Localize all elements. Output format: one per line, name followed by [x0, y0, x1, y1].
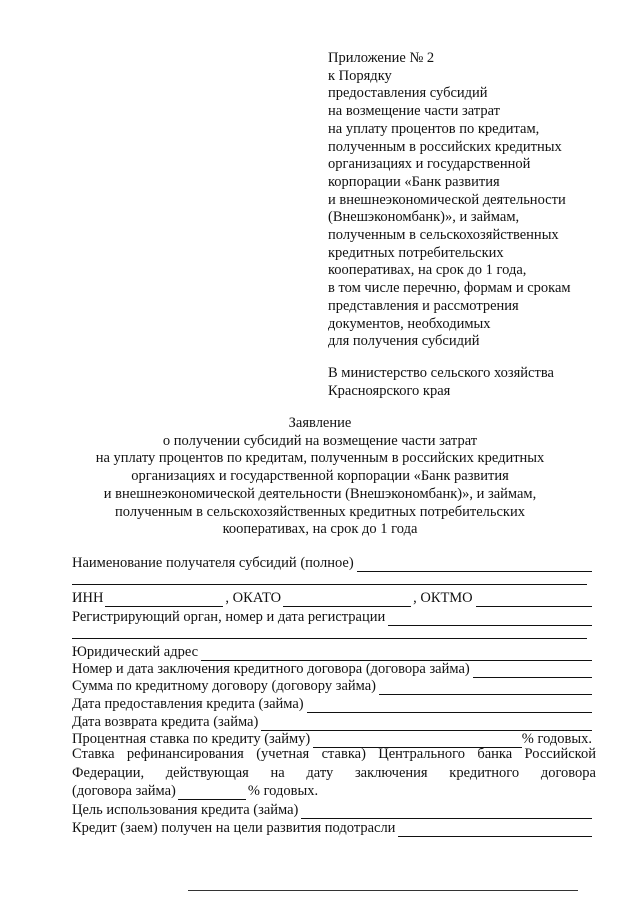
contract-number-date-row — [72, 660, 592, 678]
title-line: Заявление — [288, 415, 352, 431]
appendix-line: документов, необходимых — [328, 315, 491, 332]
title-line: на уплату процентов по кредитам, полученным в российских кредитных — [95, 450, 545, 467]
contract-sum-field[interactable] — [379, 680, 592, 695]
appendix-line: кооперативах, на срок до 1 года, — [328, 262, 527, 279]
legal-address-row — [72, 643, 592, 661]
appendix-line: для получения субсидий — [328, 333, 480, 350]
contract-sum-row — [72, 677, 592, 695]
appendix-line: кредитных потребительских — [328, 244, 504, 261]
inn-field[interactable] — [105, 592, 223, 607]
appendix-line: на возмещение части затрат — [328, 103, 500, 120]
subsector-field[interactable] — [398, 822, 592, 837]
purpose-label: Цель использования кредита (займа) — [72, 802, 299, 818]
recipient-name-row — [72, 554, 592, 572]
addressee-block — [328, 365, 628, 400]
addressee-line: В министерство сельского хозяйства — [328, 365, 554, 381]
interest-rate-label: Процентная ставка по кредиту (займу) — [72, 731, 311, 747]
registering-body-label: Регистрирующий орган, номер и дата регистрации — [72, 609, 386, 625]
oktmo-field[interactable] — [476, 592, 592, 607]
refinancing-rate-label: (договора займа) — [72, 783, 176, 799]
issue-date-row — [72, 695, 592, 713]
appendix-line: корпорации «Банк развития — [328, 173, 500, 190]
appendix-line: полученным в сельскохозяйственных — [328, 227, 559, 244]
recipient-name-field-continuation[interactable] — [72, 584, 587, 585]
registering-body-field[interactable] — [388, 611, 592, 626]
okato-field[interactable] — [283, 592, 411, 607]
return-date-label: Дата возврата кредита (займа) — [72, 714, 259, 730]
subsector-row — [72, 819, 592, 837]
appendix-header — [328, 50, 628, 351]
appendix-line: на уплату процентов по кредитам, — [328, 120, 540, 137]
refinancing-line-1: Ставка рефинансирования (учетная ставка) Центрального банка Российской — [72, 746, 596, 762]
appendix-line: (Внешэкономбанк)», и займам, — [328, 209, 520, 226]
purpose-row — [72, 801, 592, 819]
appendix-line: организациях и государственной — [328, 156, 531, 173]
title-line: кооперативах, на срок до 1 года — [222, 521, 418, 538]
page-bottom-rule — [188, 890, 578, 891]
subsector-label: Кредит (заем) получен на цели развития подотрасли — [72, 820, 396, 836]
inn-label: ИНН — [72, 590, 104, 606]
return-date-row — [72, 713, 592, 731]
title-line: полученным в сельскохозяйственных кредитных потребительских — [115, 503, 525, 520]
contract-sum-label: Сумма по кредитному договору (договору займа) — [72, 678, 376, 694]
issue-date-field[interactable] — [307, 698, 592, 713]
interest-rate-suffix: % годовых. — [521, 731, 592, 747]
refinancing-rate-row — [72, 782, 592, 800]
application-title — [60, 415, 580, 539]
contract-number-date-label: Номер и дата заключения кредитного договора (договора займа) — [72, 661, 470, 677]
codes-row — [72, 589, 592, 607]
appendix-line: и внешнеэкономической деятельности — [328, 191, 566, 208]
title-line: о получении субсидий на возмещение части затрат — [162, 432, 478, 449]
appendix-line: полученным в российских кредитных — [328, 138, 562, 155]
appendix-line: к Порядку — [328, 67, 392, 84]
refinancing-line-2: Федерации, действующая на дату заключения кредитного договора — [72, 765, 596, 781]
refinancing-rate-field[interactable] — [178, 785, 246, 800]
title-line: организациях и государственной корпорации «Банк развития — [131, 468, 509, 485]
recipient-name-field[interactable] — [357, 557, 592, 572]
purpose-field[interactable] — [301, 804, 592, 819]
registering-body-row — [72, 608, 592, 626]
registering-body-field-continuation[interactable] — [72, 638, 587, 639]
oktmo-label: , ОКТМО — [413, 590, 473, 606]
appendix-line: представления и рассмотрения — [328, 297, 519, 314]
appendix-line: Приложение № 2 — [328, 50, 435, 66]
okato-label: , ОКАТО — [225, 590, 282, 606]
appendix-line: в том числе перечню, формам и срокам — [328, 280, 571, 297]
refinancing-rate-suffix: % годовых. — [247, 783, 319, 799]
appendix-line: предоставления субсидий — [328, 85, 488, 102]
contract-number-date-field[interactable] — [473, 663, 592, 678]
legal-address-label: Юридический адрес — [72, 644, 199, 660]
return-date-field[interactable] — [261, 716, 592, 731]
legal-address-field[interactable] — [201, 646, 592, 661]
issue-date-label: Дата предоставления кредита (займа) — [72, 696, 304, 712]
recipient-name-label: Наименование получателя субсидий (полное) — [72, 555, 354, 571]
title-line: и внешнеэкономической деятельности (Внешэкономбанк)», и займам, — [103, 485, 537, 502]
addressee-line: Красноярского края — [328, 382, 451, 399]
